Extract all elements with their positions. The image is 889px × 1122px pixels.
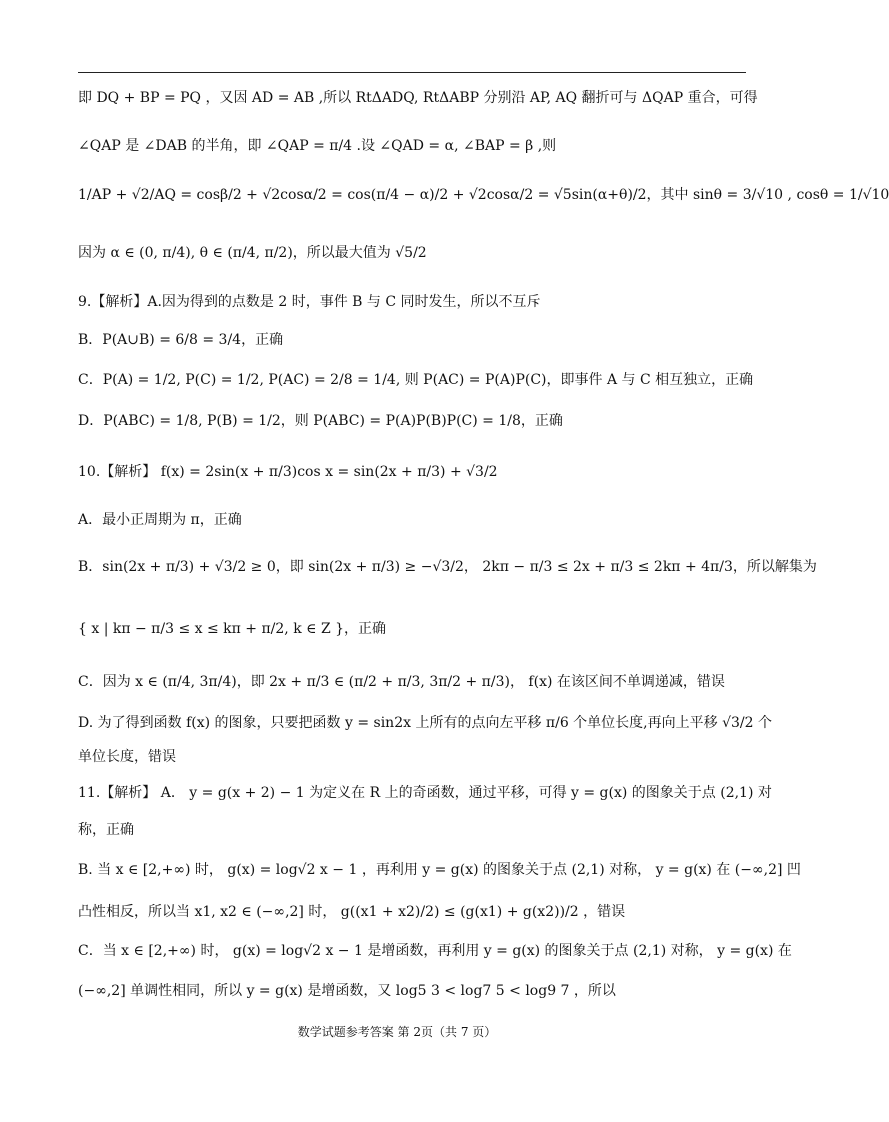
text-line: (−∞,2] 单调性相同，所以 y = g(x) 是增函数，又 log5 3 < log7 5 < log9 7 ，所以	[78, 983, 616, 999]
text-line: D. 为了得到函数 f(x) 的图象，只要把函数 y = sin2x 上所有的点向左平移 π/6 个单位长度,再向上平移 √3/2 个	[78, 715, 772, 731]
text-line: B．P(A∪B) = 6/8 = 3/4，正确	[78, 332, 284, 348]
text-line: B. 当 x ∈ [2,+∞) 时， g(x) = log√2 x − 1 ，再利用 y = g(x) 的图象关于点 (2,1) 对称， y = g(x) 在 (−∞,2] 凹	[78, 862, 801, 878]
text-line: C．P(A) = 1/2, P(C) = 1/2, P(AC) = 2/8 = 1/4, 则 P(AC) = P(A)P(C)，即事件 A 与 C 相互独立，正确	[78, 372, 754, 388]
page-footer: 数学试题参考答案 第 2页（共 7 页）	[297, 1025, 497, 1039]
text-line: 即 DQ + BP = PQ ，又因 AD = AB ,所以 RtΔADQ, RtΔABP 分别沿 AP, AQ 翻折可与 ΔQAP 重合，可得	[78, 90, 758, 106]
text-line: 1/AP + √2/AQ = cosβ/2 + √2cosα/2 = cos(π/4 − α)/2 + √2cosα/2 = √5sin(α+θ)/2，其中 sinθ = 3/√10 , cosθ = 1/√10	[78, 187, 889, 203]
text-line: A．最小正周期为 π，正确	[78, 512, 242, 528]
header-rule	[78, 72, 746, 73]
text-line: C．当 x ∈ [2,+∞) 时， g(x) = log√2 x − 1 是增函数，再利用 y = g(x) 的图象关于点 (2,1) 对称， y = g(x) 在	[78, 943, 792, 959]
text-line: 因为 α ∈ (0, π/4), θ ∈ (π/4, π/2)，所以最大值为 √5/2	[78, 245, 427, 261]
text-line: 9.【解析】A.因为得到的点数是 2 时，事件 B 与 C 同时发生，所以不互斥	[78, 294, 541, 310]
text-line: 凸性相反，所以当 x1, x2 ∈ (−∞,2] 时， g((x1 + x2)/2) ≤ (g(x1) + g(x2))/2 ，错误	[78, 904, 626, 920]
text-line: 11.【解析】 A． y = g(x + 2) − 1 为定义在 R 上的奇函数，通过平移，可得 y = g(x) 的图象关于点 (2,1) 对	[78, 785, 772, 801]
text-line: { x | kπ − π/3 ≤ x ≤ kπ + π/2, k ∈ Z }，正确	[78, 621, 387, 637]
text-line: ∠QAP 是 ∠DAB 的半角，即 ∠QAP = π/4 .设 ∠QAD = α, ∠BAP = β ,则	[78, 138, 557, 154]
text-line: 单位长度，错误	[78, 749, 176, 765]
text-line: B．sin(2x + π/3) + √3/2 ≥ 0，即 sin(2x + π/3) ≥ −√3/2， 2kπ − π/3 ≤ 2x + π/3 ≤ 2kπ + 4π/3，所以解集为	[78, 559, 817, 575]
text-line: 10.【解析】 f(x) = 2sin(x + π/3)cos x = sin(2x + π/3) + √3/2	[78, 464, 498, 480]
text-line: D．P(ABC) = 1/8, P(B) = 1/2，则 P(ABC) = P(A)P(B)P(C) = 1/8，正确	[78, 413, 563, 429]
text-line: 称，正确	[78, 822, 134, 838]
text-line: C．因为 x ∈ (π/4, 3π/4)，即 2x + π/3 ∈ (π/2 + π/3, 3π/2 + π/3)， f(x) 在该区间不单调递减，错误	[78, 674, 725, 690]
